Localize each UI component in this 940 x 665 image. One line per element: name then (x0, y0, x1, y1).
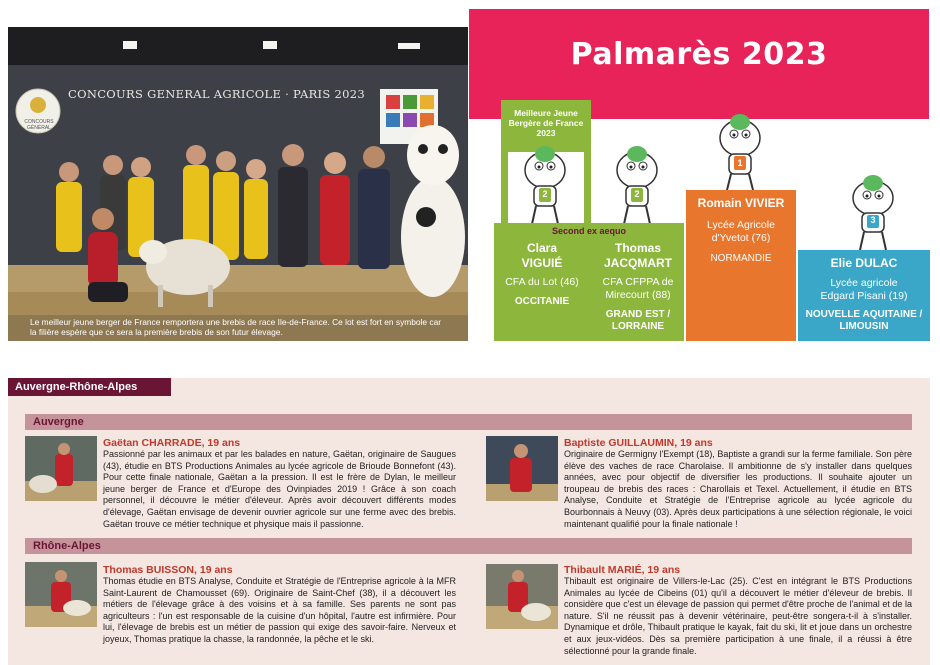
second-2-last-name: JACQMART (604, 256, 672, 270)
second-ex-aequo-label: Second ex aequo (551, 226, 627, 236)
sheep-rank-2b-icon (614, 140, 660, 226)
third-name: Elie DULAC (830, 256, 898, 270)
winner-region: NORMANDIE (710, 253, 772, 264)
region-title: Auvergne-Rhône-Alpes (8, 378, 171, 396)
subregion-rhone-alpes: Rhône-Alpes (25, 538, 912, 554)
candidate-photo (486, 436, 558, 501)
candidate-text: Originaire de Germigny l'Exempt (18), Baptiste a grandi sur la ferme familiale. Son père élève des vaches de race Charolaise. Il ambitionne de s'y installer dans quelques années, avec pour objectif de diversifier les productions. Il souhaite ajouter un troupeau de brebis des races : Charollais et Texel. Actuellement, il étudie en BTS Analyse, Conduite et Stratégie de l'Entreprise agricole au lycée agricole du Bourbonnais à Neuvy (03). Après deux participations à une sélection régionale, le voici maintenant qualifié pour la finale nationale ! (564, 449, 912, 529)
award-photo-scene (8, 27, 468, 341)
rank-2b-badge: 2 (634, 189, 640, 199)
candidate-name: Baptiste GUILLAUMIN, 19 ans (564, 437, 713, 449)
winner-name: Romain VIVIER (697, 196, 785, 210)
candidate-name: Gaëtan CHARRADE, 19 ans (103, 437, 241, 449)
candidate-text: Thibault est originaire de Villers-le-Lac (25). C'est en intégrant le BTS Productions Animales au lycée de Cibeins (01) qu'il a découvert le métier d'éleveur de brebis. Il considère que c'est un élevage de passion qui permet d'être proche de l'animal et de la nature. S'il ne réussit pas à devenir vétérinaire, peut-être songera-t-il à s'installer. Dynamique et drôle, Thibault pratique le kayak, fait du ski, lit et joue dans un orchestre et aux jeux-vidéos. Dès sa première participation à une finale, il a réussi à être sélectionné pour la grande finale. (564, 576, 912, 656)
second-2-school: CFA CFPPA de Mirecourt (88) (602, 276, 674, 301)
sheep-mascot (401, 125, 465, 297)
second-1-last-name: VIGUIÉ (521, 256, 563, 270)
podium-third (798, 250, 930, 341)
photo-logo-text: CONCOURS GÉNÉRAL (24, 119, 54, 131)
award-photo (8, 27, 468, 341)
second-1-first-name: Clara (526, 241, 558, 255)
rank-2a-badge: 2 (542, 189, 548, 199)
third-school: Lycée agricole Edgard Pisani (19) (820, 277, 908, 302)
rank-1-badge: 1 (737, 158, 743, 168)
candidate-text: Thomas étudie en BTS Analyse, Conduite et Stratégie de l'Entreprise agricole à la MFR Saint-Laurent de Chamousset (69). Originaire de Saint-Chef (38), il a découvert les métiers de l'élevage grâce à des voisins et à sa famille. Ses parents ne sont pas agriculteurs : l'un est responsable de la cuisine d'un hôpital, l'autre est infirmière. Pour lui, l'élevage de brebis est un métier de passion qui exige des savoir-faire. Nerveux et joyeux, Thomas pratique la chasse, la randonnée, la pêche et le ski. (103, 576, 456, 644)
sheep-rank-3-icon (850, 172, 896, 252)
podium-first (686, 190, 796, 341)
third-region: NOUVELLE AQUITAINE / LIMOUSIN (805, 309, 923, 332)
photo-banner: CONCOURS GENERAL AGRICOLE · PARIS 2023 (68, 87, 366, 101)
candidate-photo (25, 562, 97, 627)
photo-caption: Le meilleur jeune berger de France remportera une brebis de race Ile-de-France. Ce lot est fort en symbole car la filière espère que ce sera la première brebis de son futur élevage. (30, 317, 442, 337)
candidate-name: Thomas BUISSON, 19 ans (103, 564, 233, 576)
palmares-title: Palmarès 2023 (570, 37, 828, 72)
candidate-name: Thibault MARIÉ, 19 ans (564, 564, 681, 576)
second-2-block (592, 241, 684, 333)
candidate-photo (25, 436, 97, 501)
second-2-region: GRAND EST / LORRAINE (605, 309, 671, 332)
sheep-rank-2-icon (522, 140, 568, 226)
winner-flag-label: Meilleure Jeune Bergère de France 2023 (508, 108, 584, 138)
podium-second (494, 223, 684, 341)
rank-3-badge: 3 (870, 215, 876, 225)
subregion-auvergne: Auvergne (25, 414, 912, 430)
second-1-region: OCCITANIE (514, 296, 570, 307)
winner-school: Lycée Agricole d'Yvetot (76) (707, 219, 775, 244)
second-2-first-name: Thomas (614, 241, 661, 255)
candidate-photo (486, 564, 558, 629)
second-1-school: CFA du Lot (46) (505, 276, 579, 288)
candidate-text: Passionné par les animaux et par les balades en nature, Gaëtan, originaire de Saugues (43), étudie en BTS Productions Animales au lycée agricole de Brioude Bonnefont (43). Pour cette finale nationale, Gaëtan a la pression. Il est le frère de Dylan, le meilleur jeune berger de France et d'Europe des Ovinpiades 2019 ! Grâce à son coach personnel, il découvre le métier d'éleveur. Après avoir découvert différents modes d'élevage, Gaëtan envisage de devenir ouvrier agricole sur une ferme avec des brebis. Gaëtan trouve ce métier technique et physique mais il passionne. (103, 449, 456, 529)
second-1-block (496, 241, 588, 308)
sheep-rank-1-icon (717, 110, 763, 192)
